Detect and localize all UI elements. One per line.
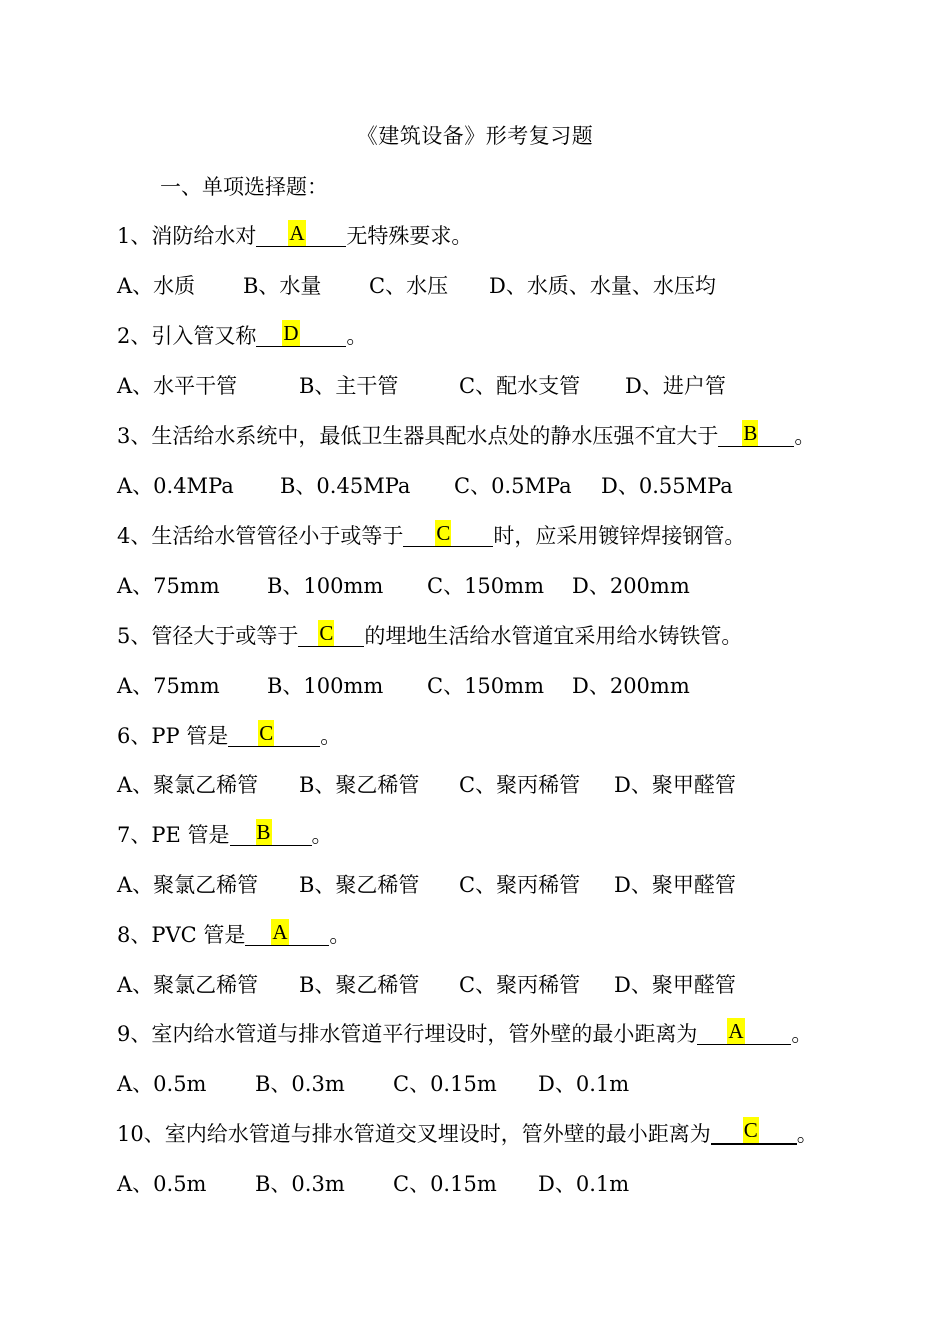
options-4 bbox=[117, 571, 690, 601]
option-c: C、0.15m bbox=[393, 1172, 497, 1196]
option-d: D、0.55MPa bbox=[601, 474, 733, 498]
option-a: A、聚氯乙稀管 bbox=[117, 773, 259, 797]
question-text-tail: 。 bbox=[311, 823, 333, 847]
question-text: 2、引入管又称 bbox=[117, 324, 257, 348]
option-a: A、0.5m bbox=[117, 1172, 207, 1196]
option-b: B、主干管 bbox=[299, 374, 399, 398]
option-d: D、聚甲醛管 bbox=[614, 773, 736, 797]
question-4 bbox=[117, 521, 745, 551]
answer-highlight: B bbox=[743, 421, 758, 445]
option-d: D、0.1m bbox=[538, 1172, 630, 1196]
option-a: A、聚氯乙稀管 bbox=[117, 973, 259, 997]
question-text-tail: 。 bbox=[791, 1022, 813, 1046]
options-9 bbox=[117, 1069, 629, 1099]
answer-blank bbox=[256, 322, 346, 347]
option-d: D、聚甲醛管 bbox=[614, 873, 736, 897]
answer-blank bbox=[256, 222, 346, 247]
options-7 bbox=[117, 870, 736, 900]
answer-highlight: C bbox=[319, 621, 334, 645]
answer-highlight: A bbox=[728, 1019, 744, 1043]
option-d: D、200mm bbox=[572, 674, 690, 698]
option-c: C、150mm bbox=[427, 674, 544, 698]
question-text: 10、室内给水管道与排水管道交叉埋设时，管外壁的最小距离为 bbox=[117, 1122, 711, 1146]
question-text-tail: 。 bbox=[794, 424, 816, 448]
options-10 bbox=[117, 1169, 629, 1199]
option-d: D、聚甲醛管 bbox=[614, 973, 736, 997]
question-text-tail: 无特殊要求。 bbox=[346, 224, 473, 248]
option-d: D、200mm bbox=[572, 574, 690, 598]
option-a: A、0.4MPa bbox=[117, 474, 234, 498]
options-8 bbox=[117, 970, 736, 1000]
answer-blank bbox=[718, 422, 794, 447]
option-c: C、水压 bbox=[369, 274, 449, 298]
answer-blank bbox=[245, 921, 329, 946]
option-c: C、聚丙稀管 bbox=[459, 973, 581, 997]
option-b: B、100mm bbox=[267, 674, 384, 698]
question-2 bbox=[117, 321, 367, 351]
answer-blank bbox=[711, 1119, 797, 1145]
page-title: 《建筑设备》形考复习题 bbox=[356, 124, 594, 148]
question-text: 4、生活给水管管径小于或等于 bbox=[117, 524, 404, 548]
option-c: C、配水支管 bbox=[459, 374, 581, 398]
option-b: B、聚乙稀管 bbox=[299, 773, 420, 797]
question-1 bbox=[117, 221, 472, 251]
options-3 bbox=[117, 471, 733, 501]
section-heading: 一、单项选择题： bbox=[160, 175, 328, 199]
question-text-tail: 时，应采用镀锌焊接钢管。 bbox=[493, 524, 746, 548]
question-3 bbox=[117, 421, 815, 451]
answer-highlight: A bbox=[272, 920, 288, 944]
question-text: 7、PE 管是 bbox=[117, 823, 230, 847]
answer-highlight: C bbox=[743, 1118, 758, 1142]
option-b: B、聚乙稀管 bbox=[299, 873, 420, 897]
options-5 bbox=[117, 671, 690, 701]
question-9 bbox=[117, 1019, 812, 1049]
options-6 bbox=[117, 770, 736, 800]
option-a: A、水质 bbox=[117, 274, 196, 298]
option-b: B、聚乙稀管 bbox=[299, 973, 420, 997]
question-text-tail: 。 bbox=[329, 923, 351, 947]
options-1 bbox=[117, 271, 716, 301]
question-6 bbox=[117, 721, 341, 751]
question-5 bbox=[117, 621, 742, 651]
answer-highlight: B bbox=[256, 820, 271, 844]
option-b: B、0.45MPa bbox=[280, 474, 411, 498]
question-text: 3、生活给水系统中，最低卫生器具配水点处的静水压强不宜大于 bbox=[117, 424, 719, 448]
option-d: D、水质、水量、水压均 bbox=[489, 274, 716, 298]
question-text: 9、室内给水管道与排水管道平行埋设时，管外壁的最小距离为 bbox=[117, 1022, 698, 1046]
option-b: B、0.3m bbox=[255, 1072, 345, 1096]
option-b: B、水量 bbox=[243, 274, 322, 298]
option-a: A、75mm bbox=[117, 674, 220, 698]
answer-blank bbox=[298, 622, 364, 647]
question-text: 8、PVC 管是 bbox=[117, 923, 246, 947]
options-2 bbox=[117, 371, 726, 401]
question-text: 5、管径大于或等于 bbox=[117, 624, 299, 648]
question-10 bbox=[117, 1119, 818, 1149]
answer-highlight: C bbox=[436, 521, 451, 545]
option-c: C、聚丙稀管 bbox=[459, 873, 581, 897]
question-8 bbox=[117, 920, 350, 950]
option-a: A、水平干管 bbox=[117, 374, 238, 398]
option-b: B、100mm bbox=[267, 574, 384, 598]
option-c: C、聚丙稀管 bbox=[459, 773, 581, 797]
question-text: 6、PP 管是 bbox=[117, 724, 229, 748]
question-text: 1、消防给水对 bbox=[117, 224, 257, 248]
option-c: C、0.5MPa bbox=[454, 474, 572, 498]
answer-highlight: D bbox=[283, 321, 299, 345]
option-a: A、75mm bbox=[117, 574, 220, 598]
question-text-tail: 。 bbox=[320, 724, 342, 748]
question-7 bbox=[117, 820, 333, 850]
answer-highlight: A bbox=[289, 221, 305, 245]
question-text-tail: 。 bbox=[796, 1122, 818, 1146]
option-c: C、0.15m bbox=[393, 1072, 497, 1096]
answer-highlight: C bbox=[259, 721, 274, 745]
question-text-tail: 。 bbox=[346, 324, 368, 348]
option-d: D、进户管 bbox=[625, 374, 726, 398]
option-b: B、0.3m bbox=[255, 1172, 345, 1196]
question-text-tail: 的埋地生活给水管道宜采用给水铸铁管。 bbox=[364, 624, 743, 648]
option-a: A、聚氯乙稀管 bbox=[117, 873, 259, 897]
option-a: A、0.5m bbox=[117, 1072, 207, 1096]
option-c: C、150mm bbox=[427, 574, 544, 598]
answer-blank bbox=[230, 821, 312, 846]
answer-blank bbox=[697, 1020, 791, 1045]
answer-blank bbox=[228, 722, 320, 747]
answer-blank bbox=[403, 522, 493, 547]
option-d: D、0.1m bbox=[538, 1072, 630, 1096]
